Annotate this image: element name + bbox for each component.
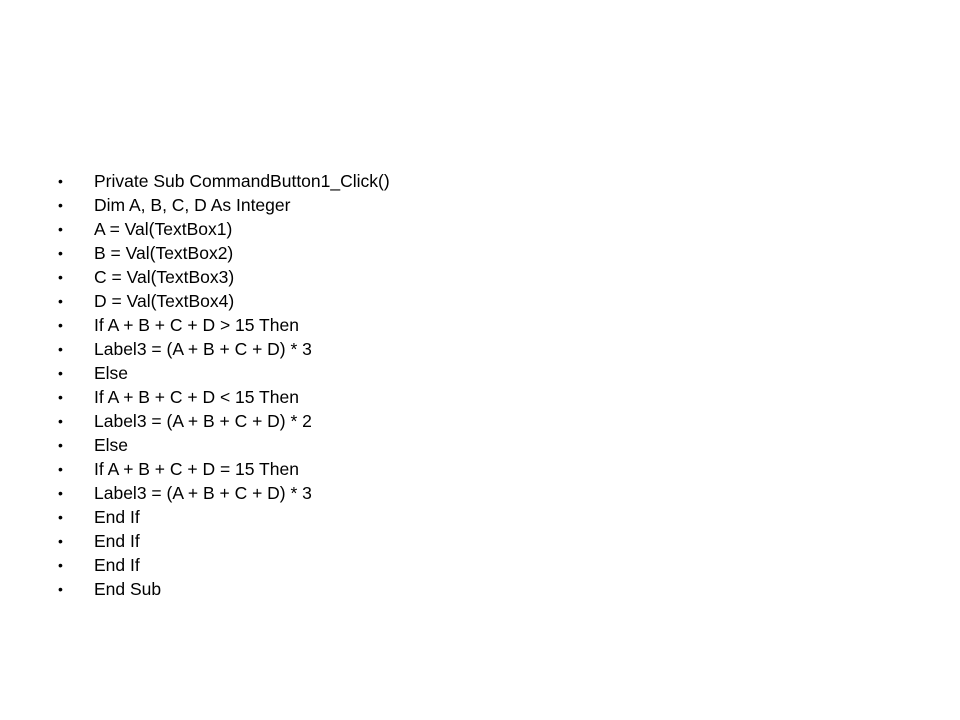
code-line-text: If A + B + C + D = 15 Then — [94, 459, 299, 479]
code-line-text: B = Val(TextBox2) — [94, 243, 234, 263]
code-line-text: Dim A, B, C, D As Integer — [94, 195, 291, 215]
bullet-icon: • — [58, 341, 63, 357]
code-line-text: Label3 = (A + B + C + D) * 3 — [94, 339, 312, 359]
bullet-icon: • — [58, 221, 63, 237]
code-line-text: C = Val(TextBox3) — [94, 267, 235, 287]
bullet-icon: • — [58, 269, 63, 285]
code-line-text: Else — [94, 435, 129, 455]
bullet-icon: • — [58, 317, 63, 333]
code-line-text: If A + B + C + D < 15 Then — [94, 387, 299, 407]
bullet-icon: • — [58, 197, 63, 213]
bullet-icon: • — [58, 437, 63, 453]
bullet-icon: • — [58, 365, 63, 381]
code-line-text: End Sub — [94, 579, 162, 599]
bullet-icon: • — [58, 173, 63, 189]
code-line-text: Label3 = (A + B + C + D) * 3 — [94, 483, 312, 503]
bullet-icon: • — [58, 389, 63, 405]
bullet-icon: • — [58, 533, 63, 549]
bullet-icon: • — [58, 557, 63, 573]
bullet-icon: • — [58, 581, 63, 597]
code-line-text: Else — [94, 363, 129, 383]
code-line-text: End If — [94, 555, 140, 575]
bullet-icon: • — [58, 485, 63, 501]
code-line-text: D = Val(TextBox4) — [94, 291, 235, 311]
bullet-icon: • — [58, 461, 63, 477]
code-line-text: If A + B + C + D > 15 Then — [94, 315, 299, 335]
bullet-icon: • — [58, 509, 63, 525]
code-line-text: End If — [94, 531, 140, 551]
code-line-text: A = Val(TextBox1) — [94, 219, 233, 239]
code-line-text: Private Sub CommandButton1_Click() — [94, 171, 390, 191]
bullet-icon: • — [58, 245, 63, 261]
bullet-icon: • — [58, 293, 63, 309]
code-line-text: Label3 = (A + B + C + D) * 2 — [94, 411, 312, 431]
code-line-text: End If — [94, 507, 140, 527]
bullet-icon: • — [58, 413, 63, 429]
